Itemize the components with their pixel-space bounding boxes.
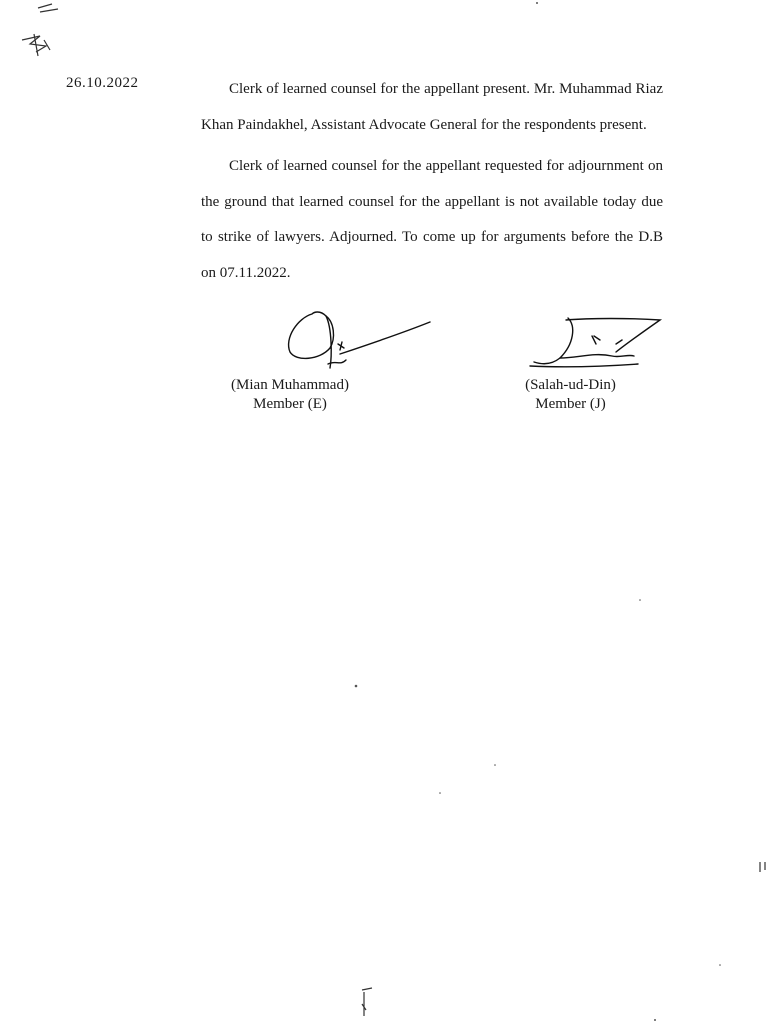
signature-right [520,314,670,374]
signatory-name: (Salah-ud-Din) [525,377,616,393]
paragraph: Clerk of learned counsel for the appellant present. Mr. Muhammad Riaz Khan Paindakhel, Assistant Advocate General for the respondents present. [201,81,663,133]
signatory-left [210,376,370,414]
signatory-right [498,376,643,414]
paragraph: Clerk of learned counsel for the appellant requested for adjournment on the ground that learned counsel for the appellant is not available today due to strike of lawyers. Adjourned. To come up for arguments before the D.B on 07.11.2022. [201,158,663,281]
order-date: 26.10.2022 [66,75,139,91]
signatory-title: Member (J) [535,396,606,412]
signatory-name: (Mian Muhammad) [231,377,349,393]
signatory-title: Member (E) [253,396,327,412]
order-text [201,72,663,297]
